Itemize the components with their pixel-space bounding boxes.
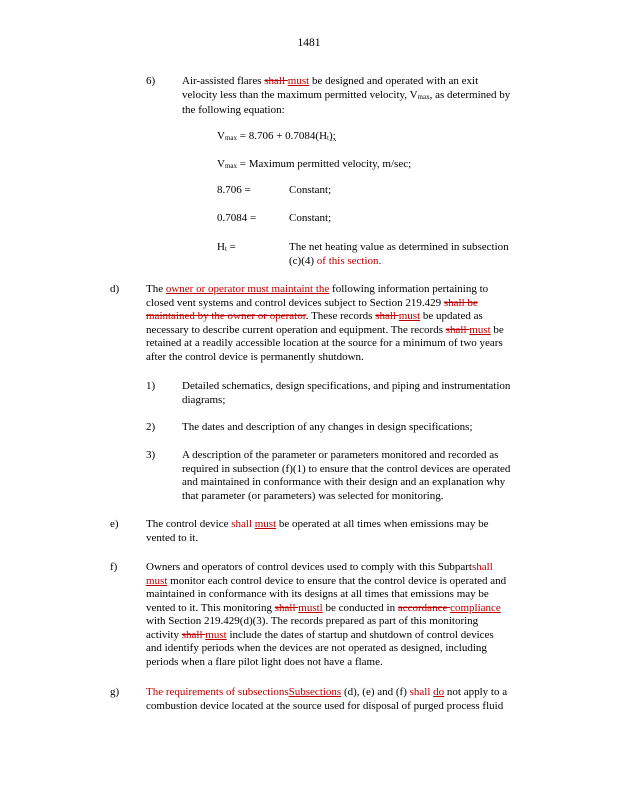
d-item-2-label: 2) [146,421,156,433]
d-item-1-line-2: diagrams; [182,393,226,406]
d-line-3: maintained by the owner or operator. These records shall must be updated as [146,310,483,322]
d-line-1: The owner or operator must maintaint the following information pertaining to [146,283,489,295]
d-line-4: necessary to describe current operation and equipment. The records shall must be [146,323,504,336]
d-item-3-line-1: A description of the parameter or parameters monitored and recorded as [182,449,499,461]
def-vmax: Vmax = Maximum permitted velocity, m/sec; [217,158,412,170]
def-constant-1-term: 8.706 = [217,184,251,196]
d-line-6: after the control device is permanently shutdown. [146,350,364,363]
subsection-e-text [146,518,488,545]
item-6-text [182,75,510,118]
f-line-2: must monitor each control device to ensure that the control device is operated and [146,574,507,587]
d-item-3-line-2: required in subsection (f)(1) to ensure that the control devices are operated [182,462,511,475]
d-item-3-line-4: that parameter (or parameters) was selected for monitoring. [182,489,444,502]
e-line-1: The control device shall must be operated at all times when emissions may be [146,518,489,530]
g-line-1: The requirements of subsectionsSubsections (d), (e) and (f) shall do not apply to a [146,686,508,698]
item-6-line-3: the following equation: [182,104,285,116]
f-line-3: maintained in conformance with its designs at all times that emissions may be [146,588,489,600]
d-item-3-line-3: and maintained in conformance with their design and an explanation why [182,476,506,488]
subsection-e-label: e) [110,518,119,530]
e-line-2: vented to it. [146,531,199,544]
item-6-label: 6) [146,75,156,87]
def-ht-desc-line-1: The net heating value as determined in subsection [289,241,509,253]
subsection-g-label: g) [110,686,120,698]
page-number: 1481 [297,37,321,49]
f-line-1: Owners and operators of control devices used to comply with this Subpartshall [146,561,493,573]
d-item-3-label: 3) [146,449,156,461]
def-constant-2-desc: Constant; [289,212,332,224]
f-line-5: with Section 219.429(d)(3). The records prepared as part of this monitoring [146,615,479,627]
subsection-f-label: f) [110,561,118,573]
f-line-4: vented to it. This monitoring shall mustl be conducted in accordance compliance [146,601,501,614]
f-line-7: and identify periods when the devices are not operated as designed, including [146,642,487,654]
d-item-3-text [182,449,510,503]
f-line-6: activity shall must include the dates of startup and shutdown of control devices [146,628,494,641]
def-constant-2-term: 0.7084 = [217,212,257,224]
equation: Vmax = 8.706 + 0.7084(Ht); [217,130,336,142]
d-item-1-line-1: Detailed schematics, design specifications, and piping and instrumentation [182,380,511,392]
subsection-d-label: d) [110,283,120,295]
def-ht-desc [289,241,509,268]
d-item-2-text: The dates and description of any changes in design specifications; [182,421,473,433]
item-6-line-2: velocity less than the maximum permitted velocity, Vmax, as determined by [182,88,511,101]
d-item-1-label: 1) [146,380,156,392]
def-ht-term: Ht = [217,241,236,253]
d-item-1-text [182,380,510,407]
def-ht-desc-line-2: (c)(4) of this section. [289,254,382,267]
d-line-2: closed vent systems and control devices subject to Section 219.429 shall be [146,296,478,309]
subsection-f-text [146,561,506,669]
def-constant-1-desc: Constant; [289,184,332,196]
f-line-8: periods when a flare pilot light does not have a flame. [146,655,383,668]
d-line-5: retained at a readily accessible location at the source for a minimum of two years [146,337,503,349]
g-line-2: combustion device located at the source used for disposal of purged process fluid [146,699,504,712]
item-6-line-1: Air-assisted flares shall must be designed and operated with an exit [182,75,479,87]
subsection-d-text [146,283,504,364]
subsection-g-text [146,686,507,713]
